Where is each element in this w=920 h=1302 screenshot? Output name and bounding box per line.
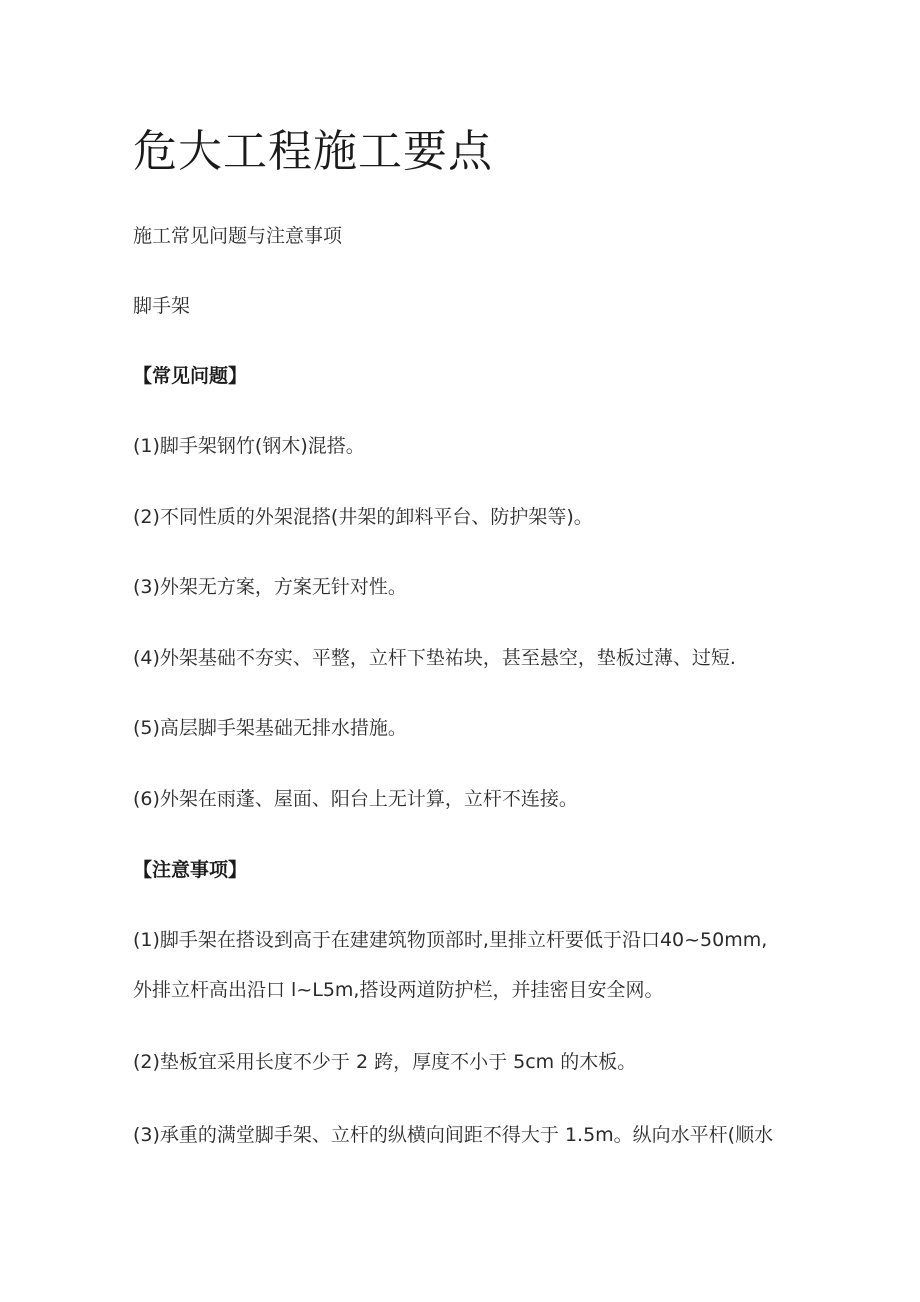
precaution-item-3: (3)承重的满堂脚手架、立杆的纵横向间距不得大于 1.5m。纵向水平杆(顺水 xyxy=(133,1124,774,1146)
problem-item-2: (2)不同性质的外架混搭(井架的卸料平台、防护架等)。 xyxy=(133,506,593,528)
subtitle: 施工常见问题与注意事项 xyxy=(133,225,343,247)
section-title: 脚手架 xyxy=(133,295,191,317)
precautions-heading: 【注意事项】 xyxy=(133,859,248,881)
problem-item-1: (1)脚手架钢竹(钢木)混搭。 xyxy=(133,435,365,457)
common-problems-heading: 【常见问题】 xyxy=(133,365,248,387)
document-title: 危大工程施工要点 xyxy=(133,126,493,177)
precaution-item-2: (2)垫板宜采用长度不少于 2 跨，厚度不小于 5cm 的木板。 xyxy=(133,1051,637,1073)
precaution-item-1-line-1: (1)脚手架在搭设到高于在建建筑物顶部时,里排立杆要低于沿口40~50mm, xyxy=(133,929,768,951)
problem-item-3: (3)外架无方案，方案无针对性。 xyxy=(133,576,407,598)
problem-item-6: (6)外架在雨蓬、屋面、阳台上无计算，立杆不连接。 xyxy=(133,788,578,810)
problem-item-5: (5)高层脚手架基础无排水措施。 xyxy=(133,717,407,739)
precaution-item-1-line-2: 外排立杆高出沿口 l~L5m,搭设两道防护栏，并挂密目安全网。 xyxy=(133,979,664,1001)
problem-item-4: (4)外架基础不夯实、平整，立杆下垫祐块，甚至悬空，垫板过薄、过短. xyxy=(133,647,736,669)
